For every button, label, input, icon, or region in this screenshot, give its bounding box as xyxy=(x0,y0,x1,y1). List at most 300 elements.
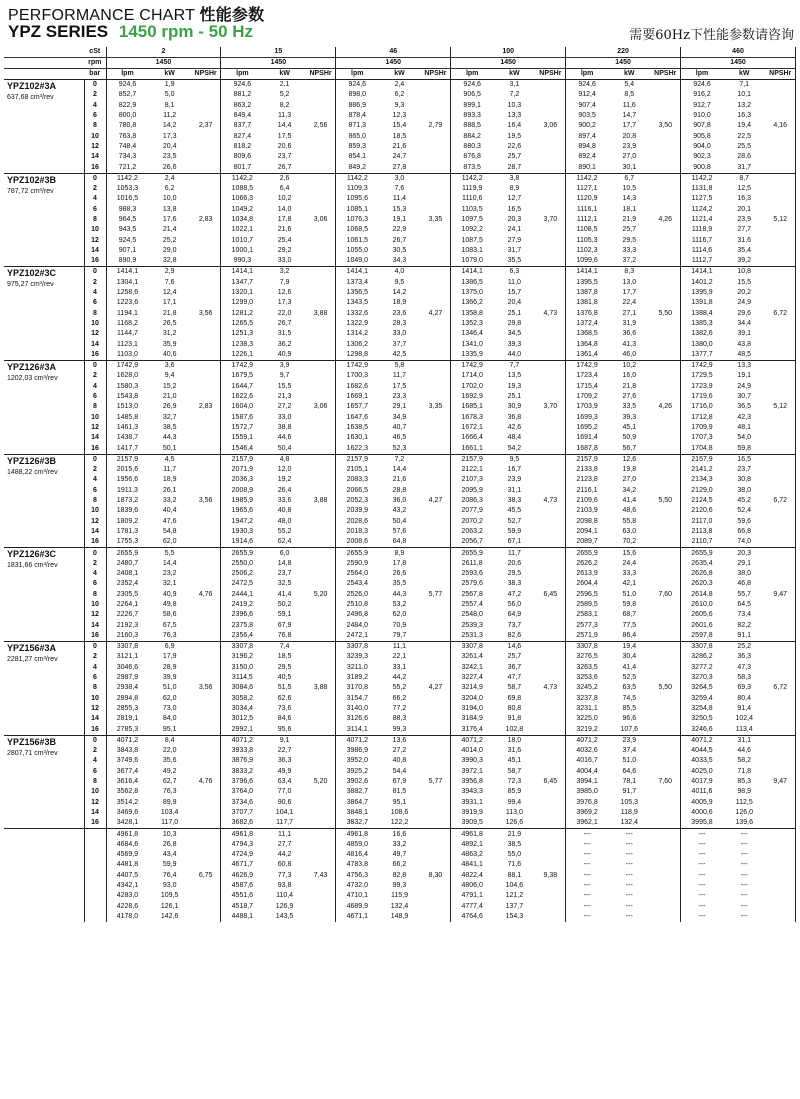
kw-value: 30,4 xyxy=(622,653,637,661)
bar-value: 0 xyxy=(84,267,106,278)
kw-value: 7,2 xyxy=(378,454,420,465)
kw-value: 47,7 xyxy=(507,674,522,682)
npshr-value: 4,73 xyxy=(536,642,566,736)
lpm-value: 1382,6 xyxy=(691,330,713,338)
kw-value: 122,2 xyxy=(390,819,409,827)
kw-value: 24,4 xyxy=(622,559,637,567)
kw-value: 40,8 xyxy=(277,507,292,515)
lpm-value: 4816,4 xyxy=(346,851,368,859)
npshr-value: 4,16 xyxy=(765,80,795,174)
kw-value: 77,3 xyxy=(277,871,292,879)
kw-value: 17,8 xyxy=(277,216,292,223)
lpm-value: 1103,0 xyxy=(117,350,138,358)
model-name: YPZ102#3B xyxy=(7,174,57,185)
kw-value: 63,0 xyxy=(622,527,637,535)
kw-value: 33,1 xyxy=(392,663,407,671)
npshr-value: 3,50 xyxy=(651,80,681,174)
lpm-value: 1341,0 xyxy=(461,340,483,348)
kw-value: 11,1 xyxy=(378,642,420,653)
lpm-value: 2008,9 xyxy=(231,486,254,494)
bar-value xyxy=(84,871,106,881)
kw-value: 16,0 xyxy=(622,372,637,380)
kw-value: 99,3 xyxy=(392,882,407,889)
kw-value: 15,5 xyxy=(277,382,292,390)
table-row xyxy=(4,642,796,653)
lpm-value: 906,5 xyxy=(463,91,481,99)
kw-value: 148,9 xyxy=(390,912,409,920)
lpm-value: 1281,2 xyxy=(231,309,254,317)
bar-value: 14 xyxy=(84,527,106,537)
lpm-value: 2557,4 xyxy=(461,600,483,608)
lpm-value: 4071,2 xyxy=(681,735,723,746)
bar-value: 6 xyxy=(84,486,106,496)
lpm-value: 3307,8 xyxy=(566,642,608,653)
lpm-value: 2071,9 xyxy=(231,466,254,474)
kw-value: 10,1 xyxy=(737,91,752,99)
lpm-value: 1373,4 xyxy=(346,278,368,286)
lpm-value: 4892,1 xyxy=(461,840,483,848)
lpm-value: 4407,5 xyxy=(116,871,139,879)
kw-value: 26,6 xyxy=(392,570,407,578)
lpm-value: 3246,6 xyxy=(691,725,713,733)
lpm-value: 4587,6 xyxy=(231,882,254,889)
kw-value: 32,7 xyxy=(162,413,177,421)
series-line xyxy=(8,22,253,42)
kw-value: 31,1 xyxy=(507,486,522,494)
kw-value: 23,9 xyxy=(507,476,522,484)
kw-value: 14,8 xyxy=(277,559,292,567)
60hz-note: 需要60Hz下性能参数请咨询 xyxy=(629,28,794,43)
kw-value: 54,0 xyxy=(737,434,752,442)
kw-value: 25,7 xyxy=(622,226,637,234)
kw-value: 23,7 xyxy=(277,153,292,161)
kw-value: --- xyxy=(740,882,748,889)
kw-value: --- xyxy=(625,851,633,859)
kw-value: 77,0 xyxy=(277,788,292,796)
kw-value: 25,7 xyxy=(507,153,522,161)
kw-value: 33,5 xyxy=(622,403,637,411)
lpm-value: 1873,2 xyxy=(116,497,139,505)
bar-value: 14 xyxy=(84,152,106,162)
model-cell xyxy=(4,361,84,455)
kw-value: 45,1 xyxy=(622,423,637,431)
kw-value: 35,5 xyxy=(507,257,522,265)
bar-value: 12 xyxy=(84,142,106,152)
kw-value: 45,5 xyxy=(507,507,522,515)
lpm-value: 3211,0 xyxy=(346,663,368,671)
lpm-value: 2564,0 xyxy=(346,570,368,578)
lpm-value: 4044,5 xyxy=(691,747,713,755)
bar-value: 6 xyxy=(84,392,106,402)
lpm-value: 1076,3 xyxy=(346,216,368,223)
lpm-value: --- xyxy=(698,912,706,920)
kw-value: 12,7 xyxy=(507,195,522,203)
kw-value: 16,6 xyxy=(378,829,420,840)
kw-value: 95,1 xyxy=(162,725,177,733)
kw-value: 74,0 xyxy=(737,538,752,546)
lpm-value: 3925,2 xyxy=(346,767,368,775)
kw-value: 36,5 xyxy=(737,403,752,411)
kw-value: 72,3 xyxy=(507,778,522,786)
kw-value: 22,6 xyxy=(507,142,522,150)
kw-value: 7,4 xyxy=(263,642,305,653)
lpm-value: 1388,4 xyxy=(691,309,713,317)
bar-value: 8 xyxy=(84,777,106,787)
lpm-value: 1066,3 xyxy=(231,195,254,203)
lpm-value: 1087,5 xyxy=(461,236,483,244)
lpm-value: 3931,1 xyxy=(461,798,483,806)
kw-value: 39,2 xyxy=(737,257,752,265)
kw-value: 24,9 xyxy=(737,299,752,307)
lpm-value: 1372,4 xyxy=(576,319,598,327)
lpm-value: 1839,6 xyxy=(116,507,139,515)
lpm-value: 1781,3 xyxy=(116,527,139,535)
col-kw: kW xyxy=(608,69,650,80)
kw-value: 18,5 xyxy=(392,132,407,140)
kw-value: 17,8 xyxy=(392,559,407,567)
lpm-value: 3994,1 xyxy=(576,778,598,786)
kw-value: 24,1 xyxy=(507,226,522,234)
lpm-value: 3909,5 xyxy=(461,819,483,827)
kw-value: 48,4 xyxy=(507,434,522,442)
kw-value: 24,7 xyxy=(392,153,407,161)
lpm-value: 880,3 xyxy=(463,142,481,150)
kw-value: 21,6 xyxy=(392,476,407,484)
table-row xyxy=(4,361,796,372)
col-kw: kW xyxy=(263,69,305,80)
kw-value: 36,0 xyxy=(392,497,407,505)
kw-value: 12,4 xyxy=(162,289,177,297)
lpm-value: 2577,3 xyxy=(576,621,598,629)
kw-value: --- xyxy=(625,840,633,848)
kw-value: 22,0 xyxy=(277,309,292,317)
kw-value: 36,8 xyxy=(507,413,522,421)
lpm-value: 1358,8 xyxy=(461,309,483,317)
bar-value: 2 xyxy=(84,184,106,194)
kw-value: 52,4 xyxy=(737,507,752,515)
bar-value xyxy=(84,912,106,922)
kw-value: 23,3 xyxy=(392,393,407,401)
lpm-value: 897,4 xyxy=(578,132,596,140)
lpm-value: 2655,9 xyxy=(106,548,148,559)
kw-value: 33,2 xyxy=(162,497,177,505)
lpm-value: 2396,6 xyxy=(231,611,254,619)
label-rpm: rpm xyxy=(84,58,106,69)
lpm-value: --- xyxy=(583,840,591,848)
kw-value: 17,5 xyxy=(277,132,292,140)
npshr-value: 5,77 xyxy=(421,735,451,829)
lpm-value: --- xyxy=(681,829,723,840)
corner-cell xyxy=(4,69,84,80)
kw-value: 23,9 xyxy=(737,216,752,223)
kw-value: 22,9 xyxy=(392,226,407,234)
bar-value: 16 xyxy=(84,818,106,829)
lpm-value: 2550,0 xyxy=(231,559,254,567)
lpm-value: 1049,0 xyxy=(346,257,368,265)
lpm-value: 893,3 xyxy=(463,112,481,120)
kw-value: 36,3 xyxy=(737,653,752,661)
displacement: 1831,66 cm³/rev xyxy=(7,562,58,570)
kw-value: 26,7 xyxy=(277,319,292,327)
lpm-value: 1142,2 xyxy=(336,173,378,184)
kw-value: 77,2 xyxy=(392,704,407,712)
kw-value: 21,9 xyxy=(493,829,535,840)
lpm-value: 3985,0 xyxy=(576,788,598,796)
kw-value: 31,1 xyxy=(723,735,766,746)
lpm-value: 2589,5 xyxy=(576,600,598,608)
kw-value: 5,5 xyxy=(148,548,190,559)
kw-value: 31,2 xyxy=(162,330,177,338)
lpm-value: 3307,8 xyxy=(681,642,723,653)
kw-value: 53,2 xyxy=(392,600,407,608)
kw-value: 13,3 xyxy=(507,112,522,120)
npshr-value: 5,12 xyxy=(765,173,795,267)
kw-value: 50,1 xyxy=(162,444,177,452)
lpm-value: 4794,3 xyxy=(231,840,254,848)
lpm-value: 3237,8 xyxy=(576,694,598,702)
kw-value: 44,3 xyxy=(162,434,177,442)
lpm-value: 903,5 xyxy=(578,112,596,120)
lpm-value: 818,2 xyxy=(233,142,252,150)
lpm-value: --- xyxy=(583,861,591,869)
kw-value: 29,0 xyxy=(162,246,177,254)
lpm-value: 1703,9 xyxy=(576,403,598,411)
kw-value: 64,8 xyxy=(392,538,407,546)
lpm-value: 801,7 xyxy=(233,163,252,171)
displacement: 787,72 cm³/rev xyxy=(7,187,54,195)
kw-value: 14,7 xyxy=(622,112,637,120)
lpm-value: 1622,6 xyxy=(231,393,254,401)
kw-value: 63,5 xyxy=(622,684,637,692)
lpm-value: 2655,9 xyxy=(221,548,263,559)
model-cell xyxy=(4,642,84,736)
npshr-value: 5,12 xyxy=(765,361,795,455)
bar-value: 14 xyxy=(84,808,106,818)
kw-value: 54,2 xyxy=(507,444,522,452)
kw-value: 86,4 xyxy=(622,631,637,639)
kw-value: --- xyxy=(740,861,748,869)
kw-value: 28,7 xyxy=(507,163,522,171)
lpm-value: 809,6 xyxy=(233,153,252,161)
bar-value xyxy=(84,860,106,870)
model-cell xyxy=(4,454,84,548)
lpm-value: 1095,6 xyxy=(346,195,368,203)
kw-value: 34,4 xyxy=(737,319,752,327)
lpm-value: 2083,3 xyxy=(346,476,368,484)
kw-value: 20,6 xyxy=(277,142,292,150)
kw-value: 76,4 xyxy=(162,871,177,879)
kw-value: 39,9 xyxy=(162,674,177,682)
kw-value: 40,7 xyxy=(392,423,407,431)
kw-value: 32,1 xyxy=(162,580,177,588)
kw-value: 23,9 xyxy=(622,142,637,150)
kw-value: 20,3 xyxy=(723,548,766,559)
kw-value: 59,9 xyxy=(162,861,177,869)
col-lpm: lpm xyxy=(451,69,493,80)
npshr-value: 7,60 xyxy=(651,548,681,642)
kw-value: 26,5 xyxy=(162,319,177,327)
lpm-value: 3677,4 xyxy=(116,767,139,775)
kw-value: 64,5 xyxy=(737,600,752,608)
kw-value: 69,8 xyxy=(507,694,522,702)
lpm-value: 2192,3 xyxy=(116,621,139,629)
lpm-value: 2086,3 xyxy=(461,497,483,505)
lpm-value: 907,1 xyxy=(118,246,137,254)
lpm-value: 1223,6 xyxy=(116,299,139,307)
bar-value: 10 xyxy=(84,131,106,141)
lpm-value: 1265,5 xyxy=(231,319,254,327)
kw-value: 70,9 xyxy=(392,621,407,629)
lpm-value: --- xyxy=(698,840,706,848)
lpm-value: 4488,1 xyxy=(231,912,254,920)
npshr-value: 3,56 xyxy=(191,454,221,548)
lpm-value: 1414,1 xyxy=(451,267,493,278)
kw-value: 50,2 xyxy=(277,600,292,608)
lpm-value: 3682,6 xyxy=(231,819,254,827)
bar-value: 2 xyxy=(84,90,106,100)
kw-value: 91,7 xyxy=(622,788,637,796)
lpm-value: 4791,1 xyxy=(461,892,483,900)
kw-value: 33,0 xyxy=(277,257,292,265)
kw-value: 85,3 xyxy=(737,778,752,786)
kw-value: 17,3 xyxy=(162,132,177,140)
kw-value: 50,4 xyxy=(277,444,292,452)
lpm-value: 2107,3 xyxy=(461,476,483,484)
bar-value: 4 xyxy=(84,382,106,392)
lpm-value: 898,0 xyxy=(348,91,367,99)
npshr-value: 3,88 xyxy=(306,454,336,548)
lpm-value: 2444,1 xyxy=(231,590,254,598)
lpm-value: 2134,3 xyxy=(691,476,713,484)
npshr-value: 4,27 xyxy=(421,267,451,361)
kw-value: 40,9 xyxy=(162,590,177,598)
lpm-value: 1700,3 xyxy=(346,372,368,380)
kw-value: 60,8 xyxy=(277,861,292,869)
kw-value: 25,7 xyxy=(507,653,522,661)
lpm-value: 1085,1 xyxy=(346,205,368,213)
bar-value: 4 xyxy=(84,288,106,298)
lpm-value: 2543,4 xyxy=(346,580,368,588)
kw-value: --- xyxy=(740,902,748,910)
lpm-value: 2110,7 xyxy=(691,538,713,546)
kw-value: 7,2 xyxy=(509,91,520,99)
lpm-value: 3707,7 xyxy=(231,808,254,816)
lpm-value: --- xyxy=(698,851,706,859)
lpm-value: 1930,3 xyxy=(231,527,254,535)
lpm-value: 837,7 xyxy=(233,122,252,130)
lpm-value: 924,6 xyxy=(681,80,723,91)
kw-value: 59,6 xyxy=(737,517,752,525)
lpm-value: 2408,1 xyxy=(116,570,139,578)
lpm-value: 1049,2 xyxy=(231,205,254,213)
kw-value: 16,3 xyxy=(737,112,752,120)
bar-value: 8 xyxy=(84,683,106,693)
bar-value: 16 xyxy=(84,724,106,735)
lpm-value: 2610,0 xyxy=(691,600,713,608)
lpm-value: 2655,9 xyxy=(336,548,378,559)
lpm-value: 3986,9 xyxy=(346,747,368,755)
displacement: 2807,71 cm³/rev xyxy=(7,749,58,757)
lpm-value: 3749,6 xyxy=(116,757,139,765)
lpm-value: 1109,3 xyxy=(346,185,368,193)
kw-value: 50,4 xyxy=(392,517,407,525)
kw-value: 55,0 xyxy=(507,851,522,859)
kw-value: 13,2 xyxy=(737,101,752,109)
lpm-value: 3952,0 xyxy=(346,757,368,765)
lpm-value: 886,9 xyxy=(348,101,367,109)
kw-value: 11,1 xyxy=(263,829,305,840)
lpm-value: 3562,8 xyxy=(116,788,139,796)
kw-value: 77,5 xyxy=(622,621,637,629)
kw-value: 19,8 xyxy=(622,466,637,474)
lpm-value: 1387,8 xyxy=(576,289,598,297)
lpm-value: 3976,8 xyxy=(576,798,598,806)
bar-value: 14 xyxy=(84,620,106,630)
lpm-value: 1417,7 xyxy=(116,444,139,452)
kw-value: 52,7 xyxy=(507,517,522,525)
lpm-value: 1142,2 xyxy=(681,173,723,184)
col-lpm: lpm xyxy=(221,69,263,80)
col-kw: kW xyxy=(378,69,420,80)
lpm-value: 1630,1 xyxy=(346,434,368,442)
lpm-value: 3194,0 xyxy=(461,704,483,712)
lpm-value: 2655,9 xyxy=(681,548,723,559)
lpm-value: 1965,6 xyxy=(231,507,254,515)
npshr-value: 2,37 xyxy=(191,80,221,174)
kw-value: 29,6 xyxy=(737,309,752,317)
kw-value: 46,0 xyxy=(622,350,637,358)
lpm-value: 2160,3 xyxy=(116,631,139,639)
table-row xyxy=(4,173,796,184)
kw-value: 42,1 xyxy=(622,580,637,588)
lpm-value: 3231,1 xyxy=(576,704,598,712)
lpm-value: 3307,8 xyxy=(336,642,378,653)
kw-value: 46,5 xyxy=(392,434,407,442)
corner-cell xyxy=(4,47,84,58)
kw-value: 22,0 xyxy=(162,747,177,755)
kw-value: 36,6 xyxy=(622,330,637,338)
label-bar: bar xyxy=(84,69,106,80)
kw-value: 13,5 xyxy=(507,372,522,380)
kw-value: --- xyxy=(740,840,748,848)
kw-value: 36,3 xyxy=(277,757,292,765)
bar-value: 14 xyxy=(84,714,106,724)
lpm-value: 1347,7 xyxy=(231,278,254,286)
kw-value: 31,7 xyxy=(507,246,522,254)
lpm-value: 902,3 xyxy=(693,153,711,161)
kw-value: 19,1 xyxy=(737,372,752,380)
lpm-value: 2109,6 xyxy=(576,497,598,505)
kw-value: 5,8 xyxy=(378,361,420,372)
lpm-value: 3261,4 xyxy=(461,653,483,661)
kw-value: 25,2 xyxy=(723,642,766,653)
npshr-value: 4,26 xyxy=(651,173,681,267)
lpm-value: 852,7 xyxy=(118,91,137,99)
kw-value: 38,5 xyxy=(507,840,522,848)
kw-value: 59,9 xyxy=(507,527,522,535)
bar-value: 4 xyxy=(84,569,106,579)
lpm-value: 907,4 xyxy=(578,101,596,109)
table-row xyxy=(4,548,796,559)
lpm-value: 3882,7 xyxy=(346,788,368,796)
kw-value: 12,6 xyxy=(277,289,292,297)
kw-value: 17,6 xyxy=(162,216,177,223)
kw-value: 42,3 xyxy=(737,413,752,421)
lpm-value: 1364,8 xyxy=(576,340,598,348)
lpm-value: 2103,9 xyxy=(576,507,598,515)
bar-value: 8 xyxy=(84,496,106,506)
kw-value: 23,6 xyxy=(392,309,407,317)
